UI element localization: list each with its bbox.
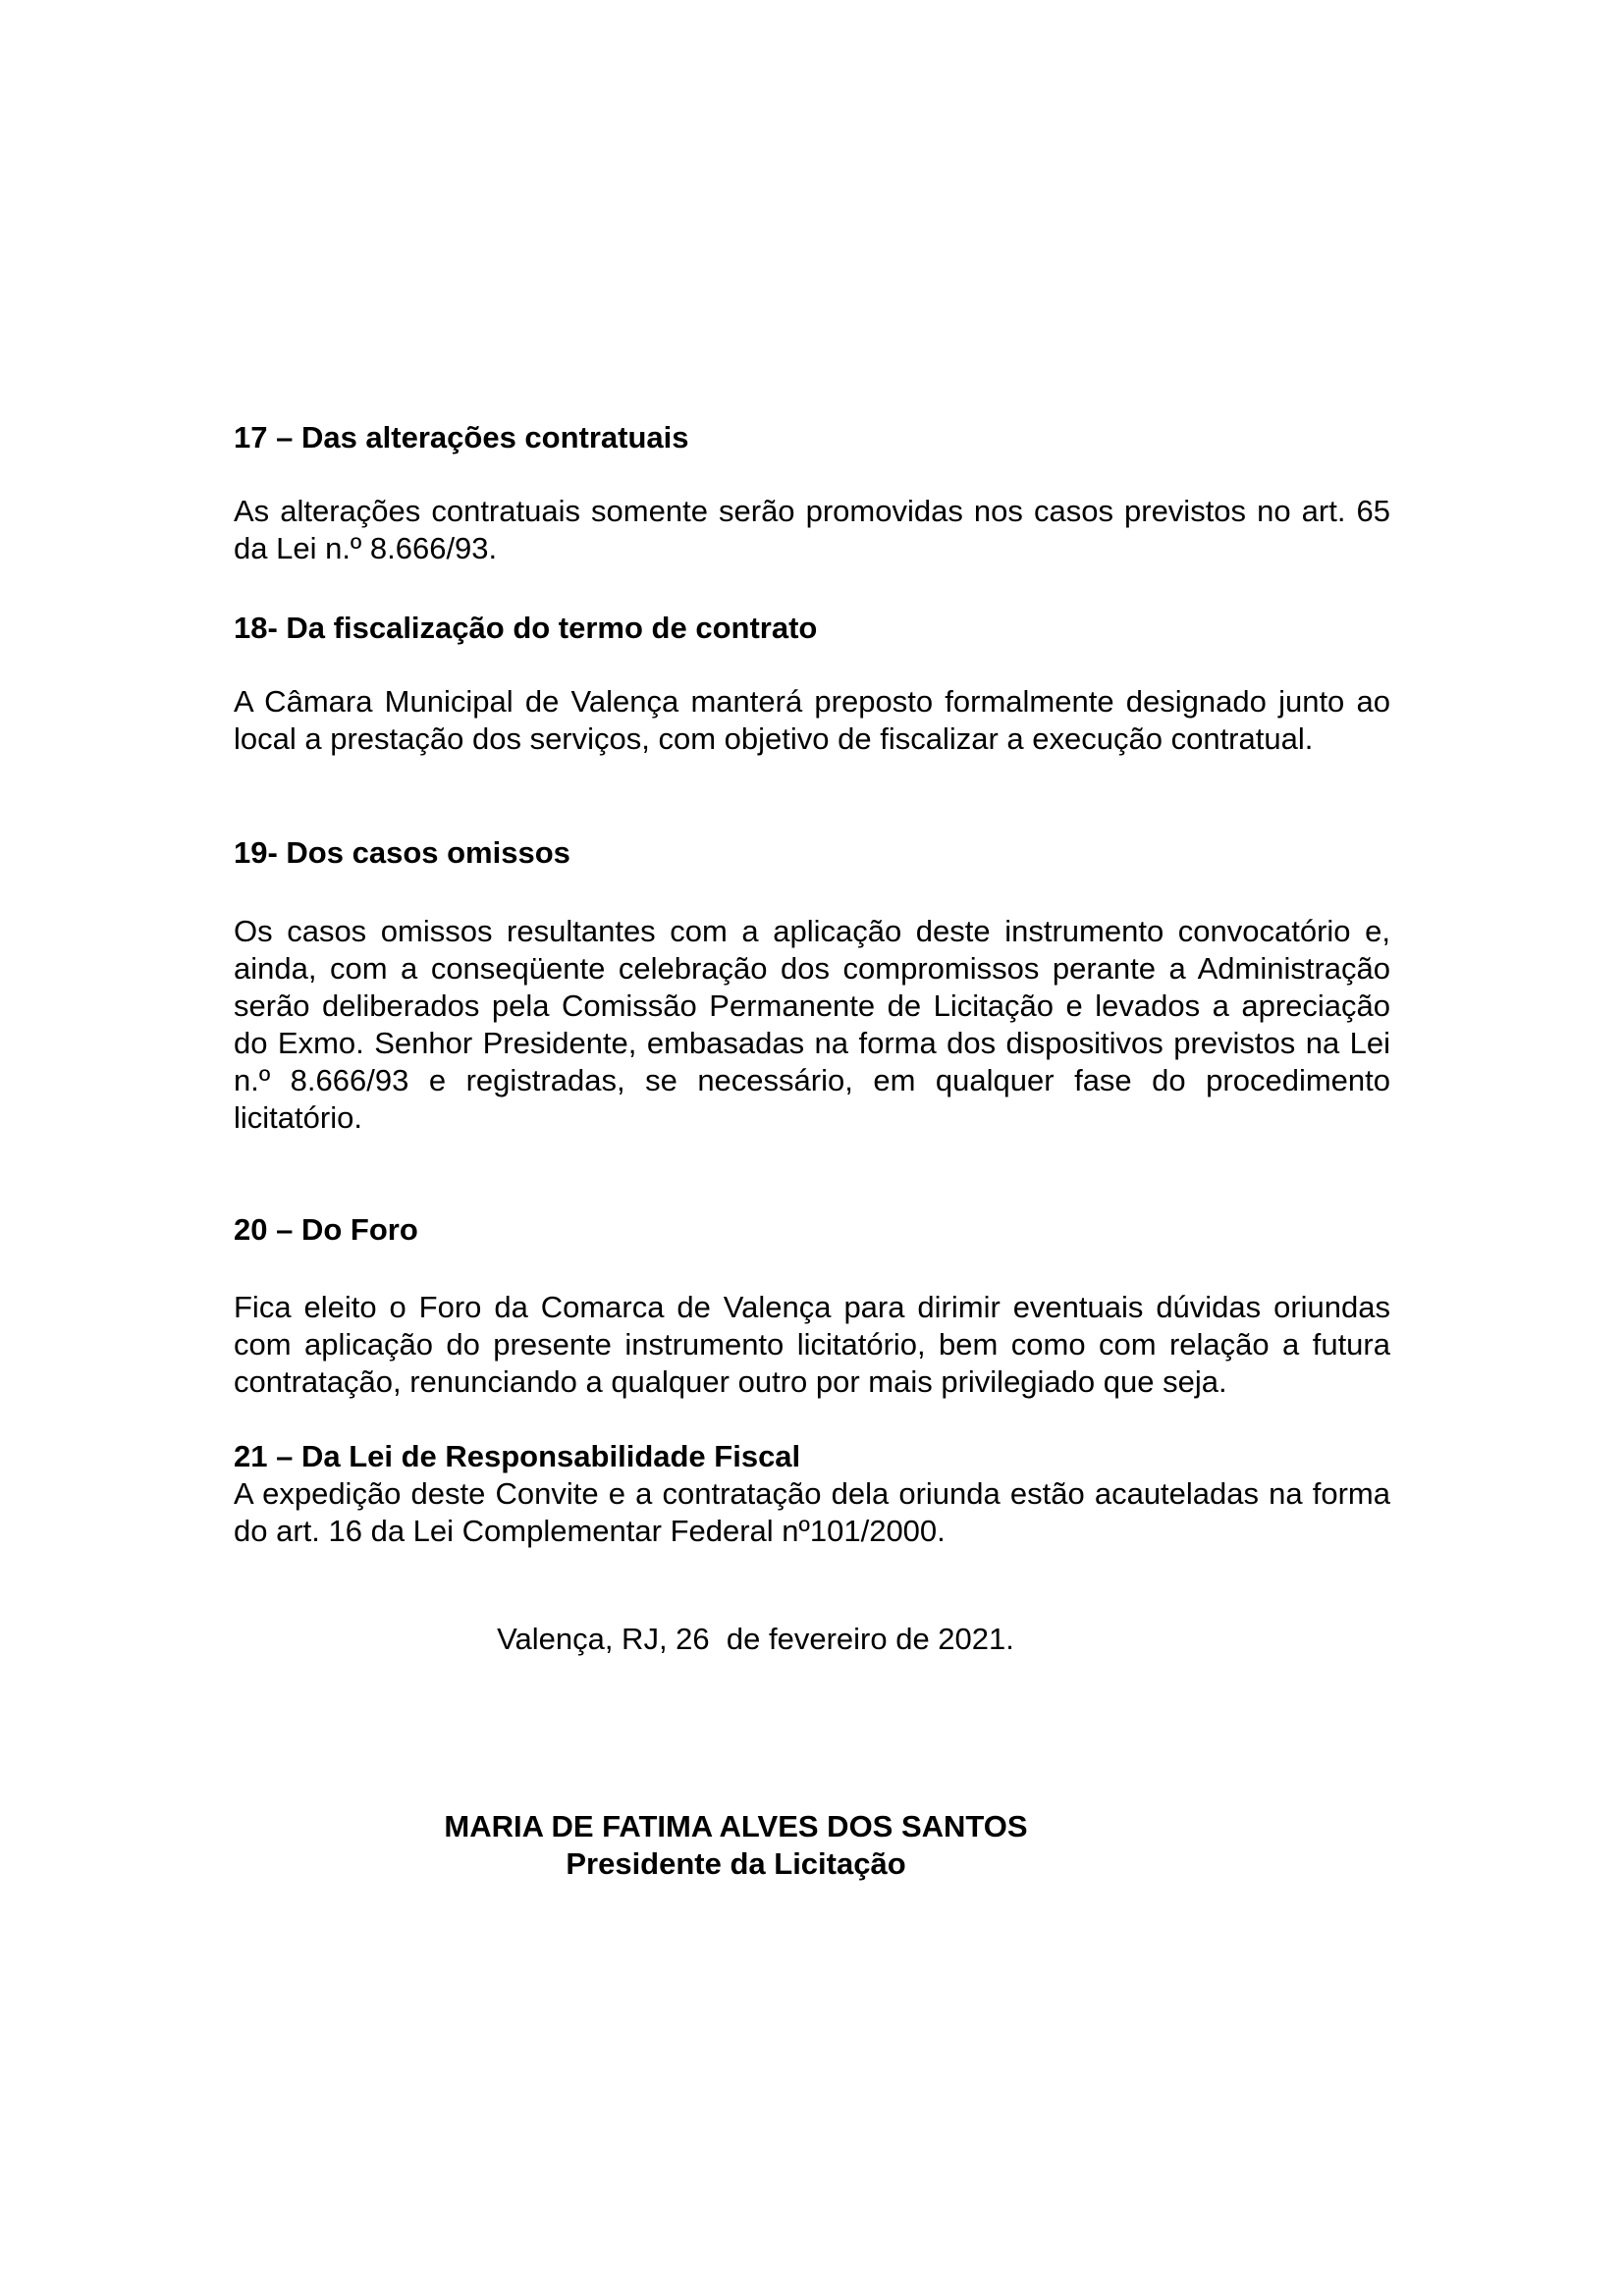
section-20	[234, 1211, 1390, 1401]
section-18-heading: 18- Da fiscalização do termo de contrato	[234, 611, 818, 645]
section-17-paragraph: As alterações contratuais somente serão promovidas nos casos previstos no art. 65 da Lei n.º 8.666/93.	[234, 494, 1390, 565]
signature-block	[234, 1808, 1390, 1883]
section-19-paragraph: Os casos omissos resultantes com a aplicação deste instrumento convocatório e, ainda, com a conseqüente celebração dos compromissos perante a Administração serão deliberados pela Comissão Permanente de Licitação e levados a apreciação do Exmo. Senhor Presidente, embasadas na forma dos dispositivos previstos na Lei n.º 8.666/93 e registradas, se necessário, em qualquer fase do procedimento licitatório.	[234, 914, 1390, 1135]
signature-role: Presidente da Licitação	[566, 1846, 906, 1881]
section-18-paragraph: A Câmara Municipal de Valença manterá preposto formalmente designado junto ao local a prestação dos serviços, com objetivo de fiscalizar a execução contratual.	[234, 684, 1390, 756]
section-17	[234, 419, 1390, 567]
signature-name: MARIA DE FATIMA ALVES DOS SANTOS	[444, 1809, 1028, 1843]
document-content	[234, 0, 1390, 1883]
section-21	[234, 1438, 1390, 1550]
section-19	[234, 834, 1390, 1137]
section-18	[234, 610, 1390, 758]
section-21-paragraph: A expedição deste Convite e a contratação dela oriunda estão acauteladas na forma do art. 16 da Lei Complementar Federal nº101/2000.	[234, 1476, 1390, 1548]
section-20-heading: 20 – Do Foro	[234, 1212, 418, 1247]
section-19-heading: 19- Dos casos omissos	[234, 835, 570, 870]
section-17-heading: 17 – Das alterações contratuais	[234, 420, 689, 454]
section-21-heading: 21 – Da Lei de Responsabilidade Fiscal	[234, 1439, 801, 1473]
date-line: Valença, RJ, 26 de fevereiro de 2021.	[497, 1622, 1014, 1656]
section-20-paragraph: Fica eleito o Foro da Comarca de Valença para dirimir eventuais dúvidas oriundas com aplicação do presente instrumento licitatório, bem como com relação a futura contratação, renunciando a qualquer outro por mais privilegiado que seja.	[234, 1290, 1390, 1399]
